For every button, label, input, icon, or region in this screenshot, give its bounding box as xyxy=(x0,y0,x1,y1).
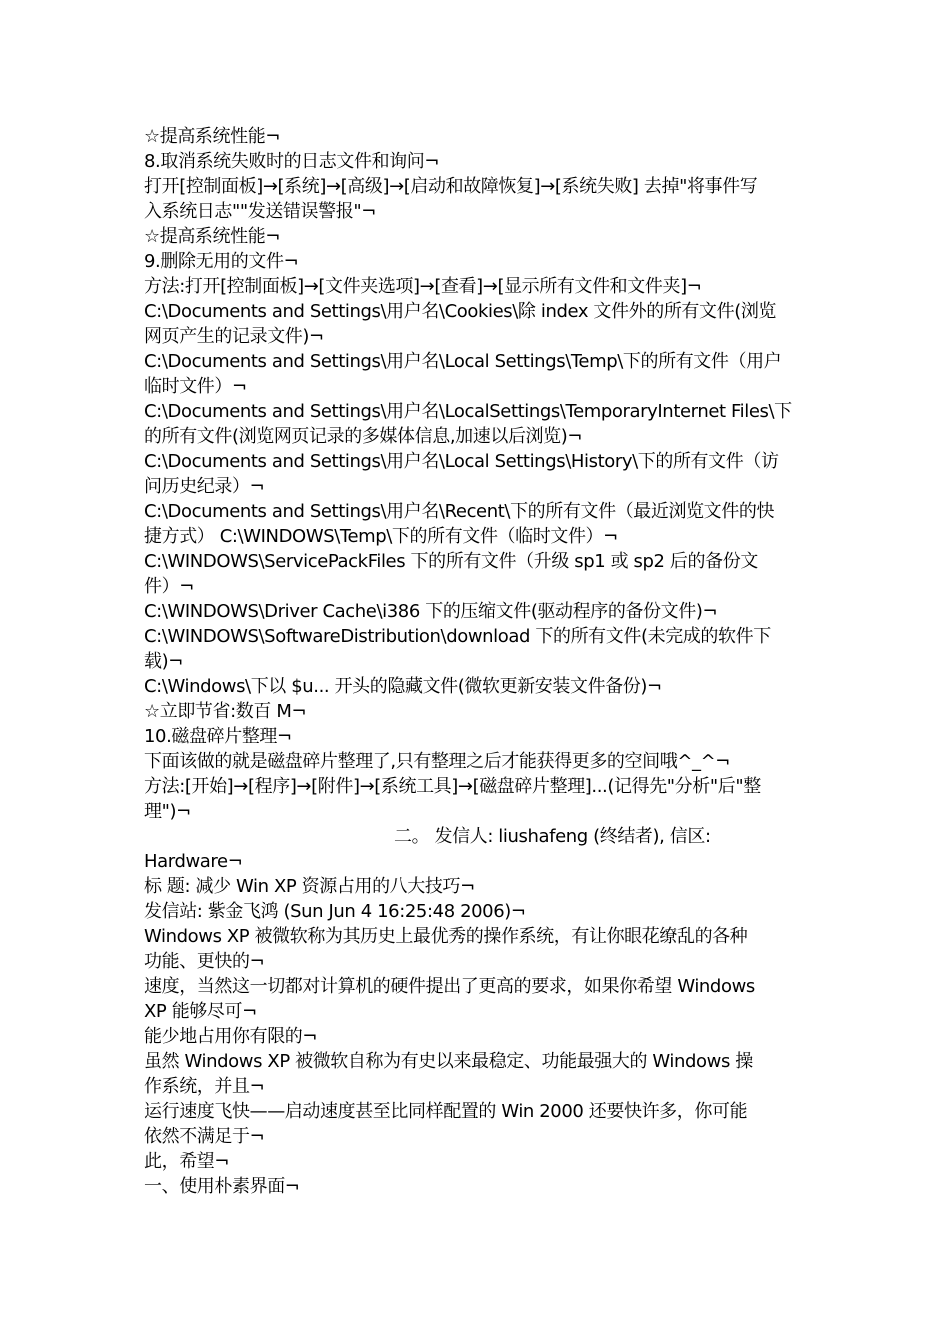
text-line: C:\Documents and Settings\用户名\LocalSettings\TemporaryInternet Files\下 xyxy=(144,401,792,422)
text-line: 一、使用朴素界面¬ xyxy=(144,1176,300,1197)
text-line: C:\WINDOWS\ServicePackFiles 下的所有文件（升级 sp1 或 sp2 后的备份文 xyxy=(144,551,758,572)
text-line: ☆提高系统性能¬ xyxy=(144,126,281,147)
text-line: 功能、更快的¬ xyxy=(144,951,265,972)
text-line: 作系统，并且¬ xyxy=(144,1076,265,1097)
text-line: ☆提高系统性能¬ xyxy=(144,226,281,247)
document-page xyxy=(144,124,809,1199)
text-line: 入系统日志""发送错误警报"¬ xyxy=(144,201,376,222)
text-line: C:\Documents and Settings\用户名\Local Settings\History\下的所有文件（访 xyxy=(144,451,779,472)
text-line: 载)¬ xyxy=(144,651,183,672)
text-line: XP 能够尽可¬ xyxy=(144,1001,257,1022)
text-line: C:\Documents and Settings\用户名\Cookies\除 index 文件外的所有文件(浏览 xyxy=(144,301,777,322)
text-line: 10.磁盘碎片整理¬ xyxy=(144,726,292,747)
text-line: 8.取消系统失败时的日志文件和询问¬ xyxy=(144,151,440,172)
text-line: 此，希望¬ xyxy=(144,1151,230,1172)
text-line: 能少地占用你有限的¬ xyxy=(144,1026,318,1047)
text-line: 下面该做的就是磁盘碎片整理了,只有整理之后才能获得更多的空间哦^_^¬ xyxy=(144,751,730,772)
text-line: 件）¬ xyxy=(144,576,194,597)
text-line: C:\WINDOWS\SoftwareDistribution\download 下的所有文件(未完成的软件下 xyxy=(144,626,771,647)
text-line: C:\Documents and Settings\用户名\Recent\下的所有文件（最近浏览文件的快 xyxy=(144,501,775,522)
text-line: C:\WINDOWS\Driver Cache\i386 下的压缩文件(驱动程序的备份文件)¬ xyxy=(144,601,718,622)
text-line: Hardware¬ xyxy=(144,851,243,872)
text-line: C:\Windows\下以 $u... 开头的隐藏文件(微软更新安装文件备份)¬ xyxy=(144,676,662,697)
text-line: 打开[控制面板]→[系统]→[高级]→[启动和故障恢复]→[系统失败] 去掉"将事件写 xyxy=(144,176,758,197)
text-line: 方法:[开始]→[程序]→[附件]→[系统工具]→[磁盘碎片整理]...(记得先"分析"后"整 xyxy=(144,776,761,797)
text-line: 依然不满足于¬ xyxy=(144,1126,265,1147)
text-line: 网页产生的记录文件)¬ xyxy=(144,326,324,347)
text-line: 标 题: 减少 Win XP 资源占用的八大技巧¬ xyxy=(144,876,475,897)
text-line: 速度，当然这一切都对计算机的硬件提出了更高的要求，如果你希望 Windows xyxy=(144,976,755,997)
text-line: 的所有文件(浏览网页记录的多媒体信息,加速以后浏览)¬ xyxy=(144,426,583,447)
text-line: 虽然 Windows XP 被微软自称为有史以来最稳定、功能最强大的 Windows 操 xyxy=(144,1051,753,1072)
text-line: 运行速度飞快——启动速度甚至比同样配置的 Win 2000 还要快许多，你可能 xyxy=(144,1101,748,1122)
text-line: 临时文件）¬ xyxy=(144,376,247,397)
text-line: 发信站: 紫金飞鸿 (Sun Jun 4 16:25:48 2006)¬ xyxy=(144,901,526,922)
text-line: 方法:打开[控制面板]→[文件夹选项]→[查看]→[显示所有文件和文件夹]¬ xyxy=(144,276,702,297)
section-heading: 二。 发信人: liushafeng (终结者), 信区: xyxy=(394,826,711,847)
text-line: ☆立即节省:数百 M¬ xyxy=(144,701,307,722)
text-line: 9.删除无用的文件¬ xyxy=(144,251,299,272)
text-line: 理")¬ xyxy=(144,801,191,822)
text-line: 问历史纪录）¬ xyxy=(144,476,265,497)
text-line: 捷方式） C:\WINDOWS\Temp\下的所有文件（临时文件）¬ xyxy=(144,526,618,547)
text-line: C:\Documents and Settings\用户名\Local Settings\Temp\下的所有文件（用户 xyxy=(144,351,782,372)
text-line: Windows XP 被微软称为其历史上最优秀的操作系统，有让你眼花缭乱的各种 xyxy=(144,926,748,947)
